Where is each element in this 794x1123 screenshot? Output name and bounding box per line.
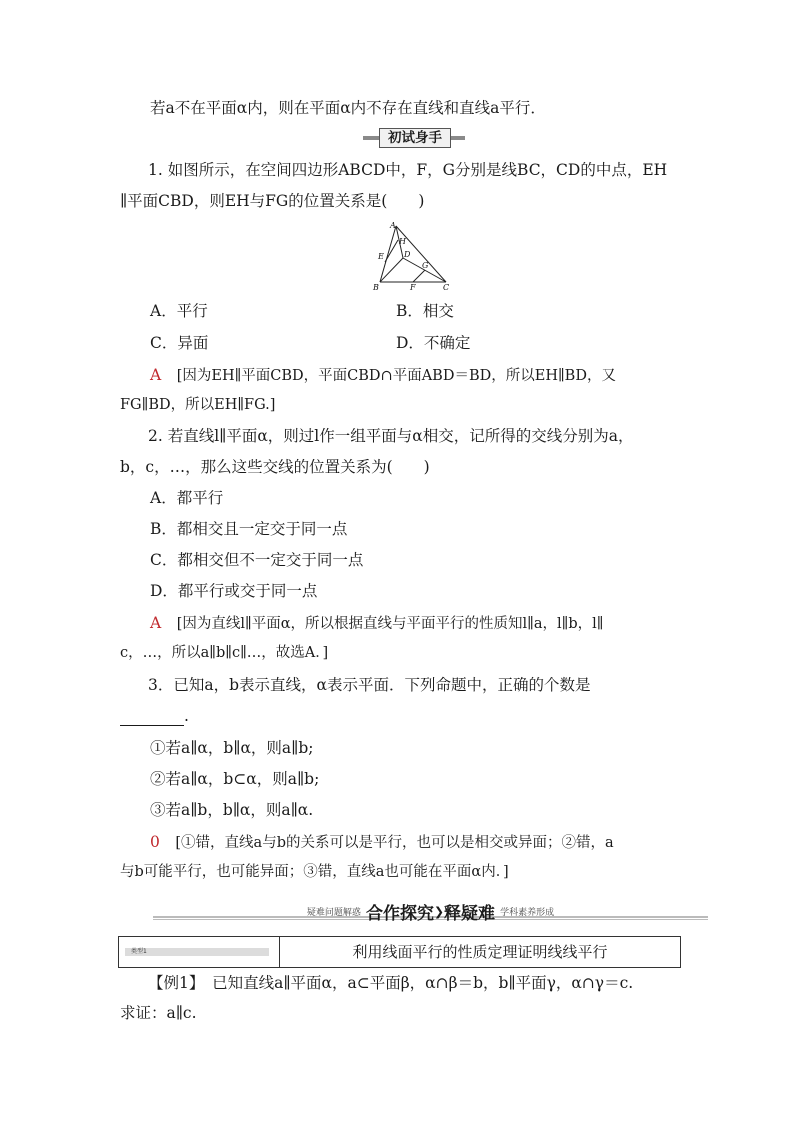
topic-type-cell [119,937,280,967]
q3-line2: . [120,706,189,726]
q1-explanation-line2: FG∥BD，所以EH∥FG.] [120,397,276,413]
label-B: B [373,283,379,292]
example-line2: 求证：a∥c. [120,1004,197,1022]
q1-option-a: A．平行 [150,302,208,320]
label-H: H [399,237,406,246]
section-left-label: 疑难问题解惑 [306,908,361,918]
section-header-bar [153,897,708,924]
q1-option-c: C．异面 [150,334,209,352]
q1-option-d: D．不确定 [396,334,471,352]
section-badge-label: 初试身手 [379,128,451,148]
q3-line1: 3．已知a，b表示直线，α表示平面．下列命题中，正确的个数是 [148,676,591,694]
label-A: A [390,221,396,230]
q2-option-d: D．都平行或交于同一点 [150,582,318,600]
intro-text: 若a不在平面α内，则在平面α内不存在直线和直线a平行． [150,99,546,117]
label-E: E [378,252,384,261]
q1-option-b: B．相交 [396,302,454,320]
section-main-label-2: 释疑难 [444,904,496,924]
q3-answer: 0 [150,833,160,851]
q3-item-1: ①若a∥α，b∥α，则a∥b; [150,739,314,757]
label-F: F [410,283,416,292]
section-badge [363,128,465,148]
topic-type-tag: 类型1 [125,948,269,956]
topic-table [118,936,681,968]
q2-line2: b，c，…，那么这些交线的位置关系为( ) [120,458,430,476]
q1-line2: ∥平面CBD，则EH与FG的位置关系是( ) [120,192,425,210]
example-line1: 【例1】 已知直线a∥平面α，a⊂平面β，α∩β＝b，b∥平面γ，α∩γ＝c. [148,974,634,992]
q2-explanation-line2: c，…，所以a∥b∥c∥…，故选A．] [120,645,329,661]
q2-answer: A [150,614,162,632]
tetrahedron-figure [370,220,460,292]
q1-line1: 1. 如图所示，在空间四边形ABCD中，F，G分别是线BC，CD的中点，EH [148,161,668,179]
q2-option-b: B．都相交且一定交于同一点 [150,520,348,538]
q3-explanation-line1: 0 [①错，直线a与b的关系可以是平行，也可以是相交或异面；②错，a [150,833,614,851]
q3-item-3: ③若a∥b，b∥α，则a∥α. [150,801,314,819]
q3-explanation-line2: 与b可能平行，也可能异面；③错，直线a也可能在平面α内．] [120,864,509,880]
q2-option-a: A．都平行 [150,489,224,507]
q2-explanation-line1: A [因为直线l∥平面α，所以根据直线与平面平行的性质知l∥a，l∥b，l∥ [150,614,604,632]
q2-line1: 2. 若直线l∥平面α，则过l作一组平面与α相交，记所得的交线分别为a， [148,427,634,445]
section-arrow-icon: ❯ [433,904,445,919]
q1-explanation-line1: A [因为EH∥平面CBD，平面CBD∩平面ABD＝BD，所以EH∥BD，又 [150,366,616,384]
section-right-label: 学科素养形成 [500,908,555,918]
q3-item-2: ②若a∥α，b⊂α，则a∥b; [150,770,320,788]
q1-answer: A [150,366,162,384]
section-main-label-1: 合作探究 [365,904,434,924]
topic-title: 利用线面平行的性质定理证明线线平行 [352,943,608,961]
label-D: D [404,250,411,259]
label-G: G [422,261,429,270]
q2-option-c: C．都相交但不一定交于同一点 [150,551,364,569]
answer-blank [120,709,184,726]
label-C: C [443,283,450,292]
